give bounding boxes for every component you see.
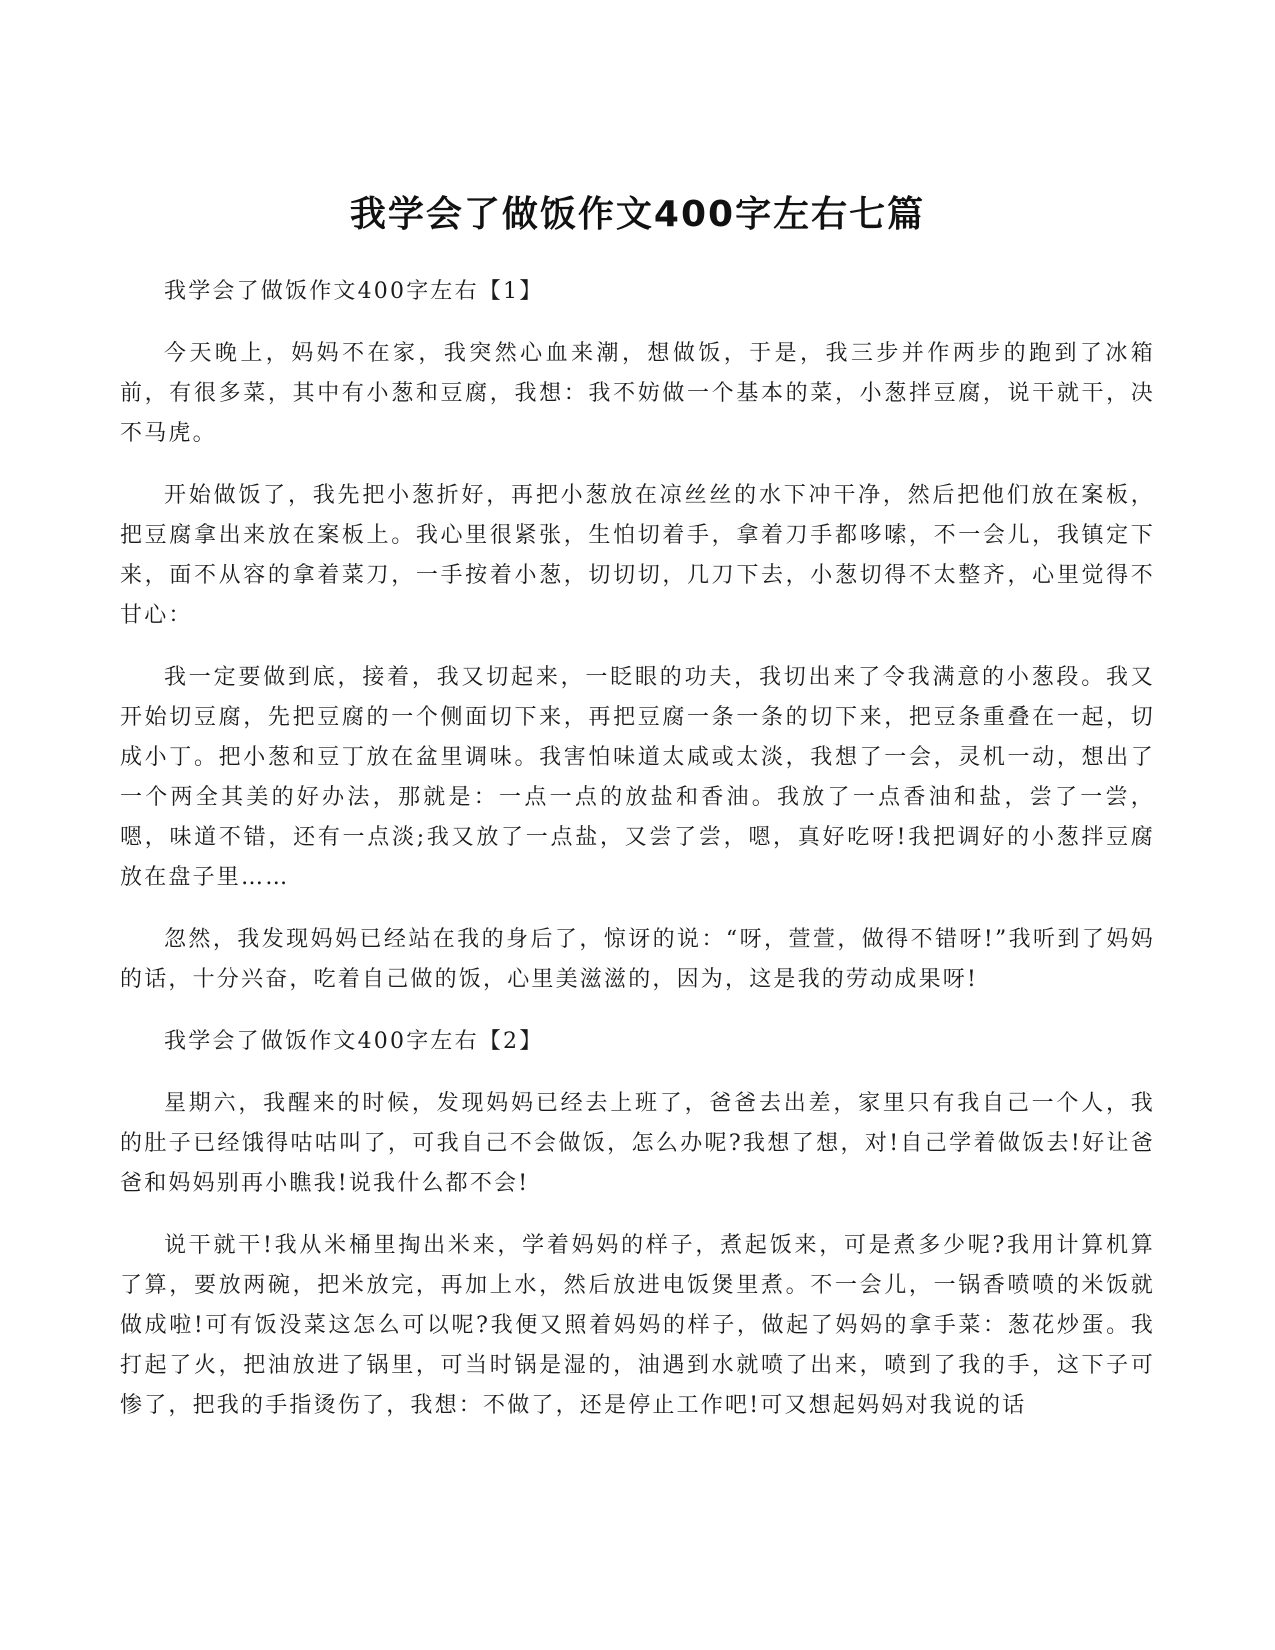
paragraph: 忽然，我发现妈妈已经站在我的身后了，惊讶的说：“呀，萱萱，做得不错呀!”我听到了妈妈的话，十分兴奋，吃着自己做的饭，心里美滋滋的，因为，这是我的劳动成果呀!	[120, 927, 1155, 992]
paragraph: 我一定要做到底，接着，我又切起来，一眨眼的功夫，我切出来了令我满意的小葱段。我又开始切豆腐，先把豆腐的一个侧面切下来，再把豆腐一条一条的切下来，把豆条重叠在一起，切成小丁。把小葱和豆丁放在盆里调味。我害怕味道太咸或太淡，我想了一会，灵机一动，想出了一个两全其美的好办法，那就是：一点一点的放盐和香油。我放了一点香油和盐，尝了一尝，嗯，味道不错，还有一点淡;我又放了一点盐，又尝了尝，嗯，真好吃呀!我把调好的小葱拌豆腐放在盘子里……	[120, 665, 1155, 890]
paragraph: 开始做饭了，我先把小葱折好，再把小葱放在凉丝丝的水下冲干净，然后把他们放在案板，把豆腐拿出来放在案板上。我心里很紧张，生怕切着手，拿着刀手都哆嗦，不一会儿，我镇定下来，面不从容的拿着菜刀，一手按着小葱，切切切，几刀下去，小葱切得不太整齐，心里觉得不甘心：	[120, 483, 1155, 628]
paragraph: 今天晚上，妈妈不在家，我突然心血来潮，想做饭，于是，我三步并作两步的跑到了冰箱前，有很多菜，其中有小葱和豆腐，我想：我不妨做一个基本的菜，小葱拌豆腐，说干就干，决不马虎。	[120, 341, 1155, 446]
section-heading: 我学会了做饭作文400字左右【1】	[164, 279, 544, 304]
document-title: 我学会了做饭作文400字左右七篇	[349, 194, 926, 235]
document-body	[120, 272, 1155, 1448]
paragraph: 说干就干!我从米桶里掏出米来，学着妈妈的样子，煮起饭来，可是煮多少呢?我用计算机算了算，要放两碗，把米放完，再加上水，然后放进电饭煲里煮。不一会儿，一锅香喷喷的米饭就做成啦!可有饭没菜这怎么可以呢?我便又照着妈妈的样子，做起了妈妈的拿手菜：葱花炒蛋。我打起了火，把油放进了锅里，可当时锅是湿的，油遇到水就喷了出来，喷到了我的手，这下子可惨了，把我的手指烫伤了，我想：不做了，还是停止工作吧!可又想起妈妈对我说的话	[120, 1233, 1155, 1418]
section-heading: 我学会了做饭作文400字左右【2】	[164, 1029, 544, 1054]
paragraph: 星期六，我醒来的时候，发现妈妈已经去上班了，爸爸去出差，家里只有我自己一个人，我的肚子已经饿得咕咕叫了，可我自己不会做饭，怎么办呢?我想了想，对!自己学着做饭去!好让爸爸和妈妈别再小瞧我!说我什么都不会!	[120, 1091, 1155, 1196]
